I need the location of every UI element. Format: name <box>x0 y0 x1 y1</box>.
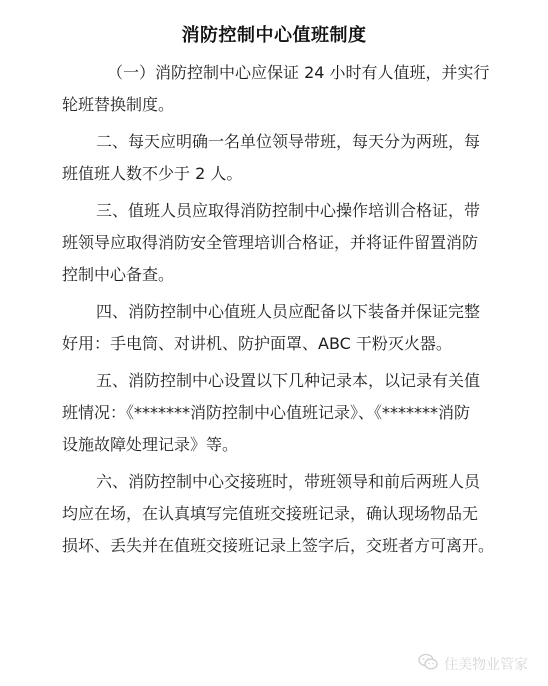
paragraph-line: 班情况：《*******消防控制中心值班记录》、《*******消防 <box>62 403 471 422</box>
paragraph-line: 二、每天应明确一名单位领导带班，每天分为两班，每 <box>96 132 481 151</box>
watermark <box>418 653 528 675</box>
paragraph-line: 六、消防控制中心交接班时，带班领导和前后两班人员 <box>96 472 481 491</box>
paragraph-line: 损坏、丢失并在值班交接班记录上签字后，交班者方可离开。 <box>62 536 495 555</box>
paragraph-line: 五、消防控制中心设置以下几种记录本，以记录有关值 <box>96 371 481 390</box>
paragraph-line: 三、值班人员应取得消防控制中心操作培训合格证，带 <box>96 201 481 220</box>
paragraph-line: 班领导应取得消防安全管理培训合格证，并将证件留置消防 <box>62 233 479 252</box>
paragraph-line: 均应在场，在认真填写完值班交接班记录，确认现场物品无 <box>62 504 479 523</box>
document-title: 消防控制中心值班制度 <box>181 25 367 46</box>
watermark-text: 住美物业管家 <box>444 657 528 673</box>
paragraph-line: 控制中心备查。 <box>62 265 175 284</box>
paragraph-line: 班值班人数不少于 2 人。 <box>62 164 243 183</box>
paragraph-line: 好用：手电筒、对讲机、防护面罩、ABC 干粉灭火器。 <box>62 334 452 353</box>
paragraph-line: 设施故障处理记录》等。 <box>62 435 239 454</box>
paragraph-line: 轮班替换制度。 <box>62 95 175 114</box>
paragraph-line: （一）消防控制中心应保证 24 小时有人值班，并实行 <box>107 63 490 82</box>
wechat-icon <box>418 653 438 675</box>
paragraph-line: 四、消防控制中心值班人员应配备以下装备并保证完整 <box>96 302 481 321</box>
